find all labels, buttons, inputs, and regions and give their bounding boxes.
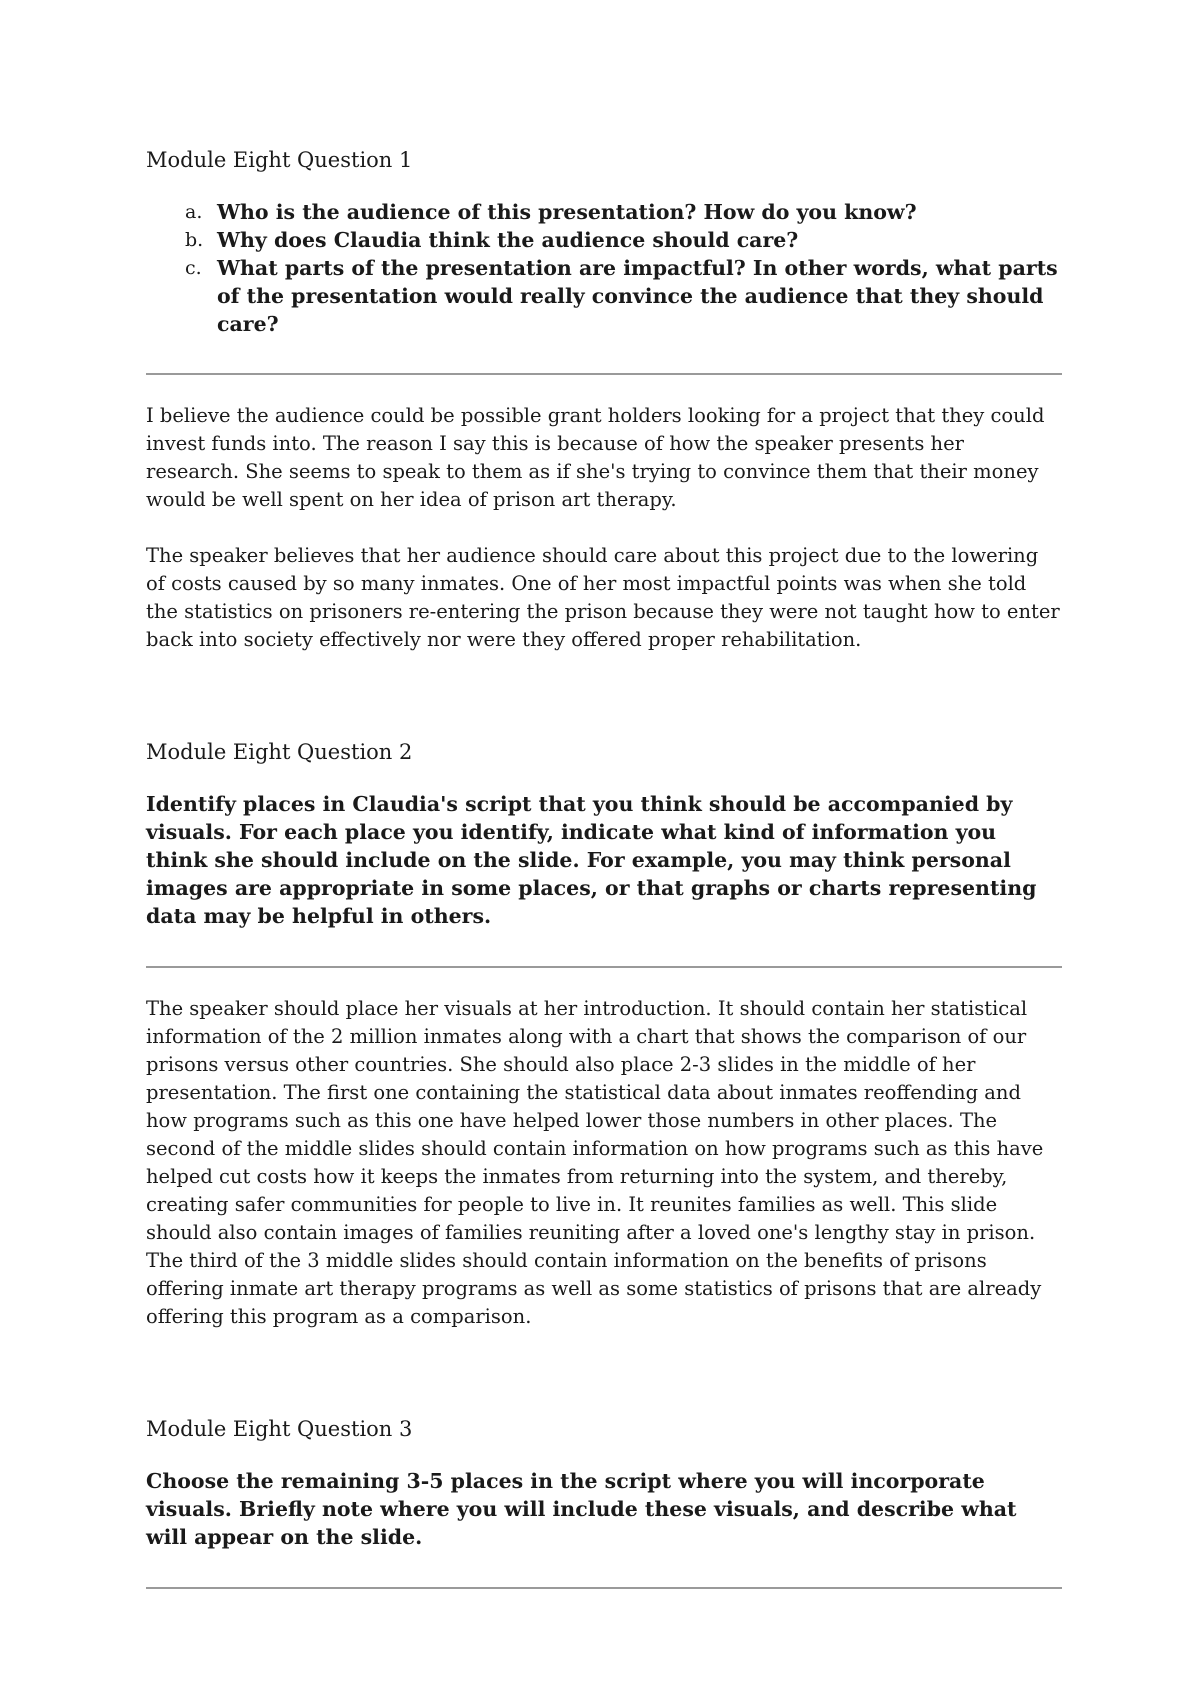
list-marker: a. (185, 201, 203, 223)
question-1-answer (146, 402, 1062, 654)
document-page (146, 146, 1062, 1589)
question-1-section (146, 146, 1062, 654)
list-marker: c. (185, 257, 202, 279)
question-2-answer: The speaker should place her visuals at her introduction. It should contain her statistical information of the 2 million inmates along with a chart that shows the comparison of our prisons versus other countries. She should also place 2-3 slides in the middle of her presentation. The first one containing the statistical data about inmates reoffending and how programs such as this one have helped lower those numbers in other places. The second of the middle slides should contain information on how programs such as this have helped cut costs how it keeps the inmates from returning into the system, and thereby, creating safer communities for people to live in. It reunites families as well. This slide should also contain images of families reuniting after a loved one's lengthy stay in prison. The third of the 3 middle slides should contain information on the benefits of prisons offering inmate art therapy programs as well as some statistics of prisons that are already offering this program as a comparison. (146, 997, 1044, 1328)
divider (146, 966, 1062, 968)
list-item-text: Who is the audience of this presentation? How do you know? (217, 200, 917, 224)
answer-paragraph: The speaker believes that her audience should care about this project due to the lowering of costs caused by so many inmates. One of her most impactful points was when she told the statistics on prisoners re-entering the prison because they were not taught how to enter back into society effectively nor were they offered proper rehabilitation. (146, 544, 1060, 651)
answer-paragraph: I believe the audience could be possible grant holders looking for a project that they could invest funds into. The reason I say this is because of how the speaker presents her research. She seems to speak to them as if she's trying to convince them that their money would be well spent on her idea of prison art therapy. (146, 404, 1045, 511)
question-3-section (146, 1415, 1062, 1589)
question-3-prompt: Choose the remaining 3-5 places in the script where you will incorporate visuals. Briefly note where you will include these visuals, and describe what will appear on the slide. (146, 1469, 1017, 1549)
list-item (146, 254, 1062, 338)
question-1-heading: Module Eight Question 1 (146, 148, 413, 172)
list-item-text: Why does Claudia think the audience should care? (217, 228, 799, 252)
question-2-section (146, 738, 1062, 1331)
list-item (146, 226, 1062, 254)
question-1-list (146, 198, 1062, 338)
question-2-heading: Module Eight Question 2 (146, 740, 413, 764)
divider (146, 373, 1062, 375)
list-item-text: What parts of the presentation are impactful? In other words, what parts of the presentation would really convince the audience that they should care? (217, 256, 1058, 336)
question-3-heading: Module Eight Question 3 (146, 1417, 413, 1441)
question-2-prompt: Identify places in Claudia's script that you think should be accompanied by visuals. For each place you identify, indicate what kind of information you think she should include on the slide. For example, you may think personal images are appropriate in some places, or that graphs or charts representing data may be helpful in others. (146, 792, 1037, 928)
divider (146, 1587, 1062, 1589)
list-item (146, 198, 1062, 226)
list-marker: b. (185, 229, 204, 251)
